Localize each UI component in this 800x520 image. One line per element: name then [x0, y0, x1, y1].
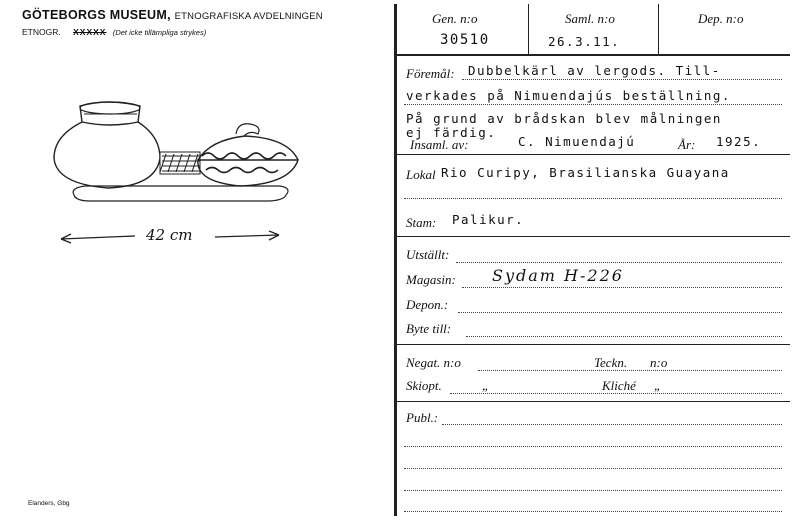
- divider-skiopt: [397, 401, 790, 402]
- card-left-border: [394, 4, 397, 516]
- publ-label: Publ.:: [406, 410, 439, 425]
- skiopt-label: Skiopt.: [406, 378, 442, 393]
- ar-value: 1925.: [716, 134, 762, 149]
- double-vessel-sketch: [40, 100, 320, 215]
- foremal-dots-1: [462, 79, 782, 80]
- gen-label: Gen. n:o: [432, 11, 478, 26]
- teckn-label: Teckn.: [594, 355, 628, 370]
- header-col-divider-2: [658, 4, 659, 54]
- header-col-divider-1: [528, 4, 529, 54]
- museum-name: GÖTEBORGS MUSEUM,: [22, 8, 171, 22]
- divider-stam: [397, 236, 790, 237]
- insaml-value: C. Nimuendajú: [518, 134, 636, 149]
- depon-dots: [458, 312, 782, 313]
- strike-note: (Det icke tillämpliga strykes): [112, 28, 207, 37]
- dep-label: Dep. n:o: [698, 11, 744, 26]
- divider-foremal: [397, 154, 790, 155]
- etnogr-label: ETNOGR.: [22, 27, 61, 37]
- utstallt-label: Utställt:: [406, 247, 450, 262]
- foremal-label: Föremål:: [406, 66, 455, 81]
- teckn-value: n:o: [650, 355, 668, 370]
- department-name: ETNOGRAFISKA AVDELNINGEN: [174, 11, 323, 22]
- saml-label: Saml. n:o: [565, 11, 615, 26]
- publ-dots-4: [404, 490, 782, 491]
- header-divider: [394, 54, 790, 56]
- publ-dots-1: [442, 424, 782, 425]
- skiopt-dots: [450, 393, 782, 394]
- dimension-label: 42 cm: [146, 226, 193, 244]
- utstallt-dots: [456, 262, 782, 263]
- lokal-dots: [404, 198, 782, 199]
- foremal-line1: Dubbelkärl av lergods. Till-: [468, 63, 721, 78]
- depon-label: Depon.:: [406, 297, 449, 312]
- struck-text: XXXXX: [73, 27, 107, 37]
- museum-header: [22, 8, 323, 22]
- negat-dots: [478, 370, 782, 371]
- ar-label: År:: [678, 137, 696, 152]
- byte-label: Byte till:: [406, 321, 452, 336]
- saml-value: 26.3.11.: [548, 34, 621, 49]
- byte-dots: [466, 336, 782, 337]
- magasin-dots: [462, 287, 782, 288]
- cliche-label: Kliché: [602, 378, 636, 393]
- foremal-dots-2: [404, 104, 782, 105]
- lokal-label: Lokal: [406, 167, 436, 182]
- foremal-line2: verkades på Nimuendajús beställning.: [406, 88, 731, 103]
- foremal-line3: På grund av brådskan blev målningen: [406, 111, 722, 126]
- gen-value: 30510: [440, 32, 490, 48]
- insaml-label: Insaml. av:: [410, 137, 469, 152]
- skiopt-ditto: „: [482, 378, 490, 393]
- cliche-ditto: „: [654, 378, 662, 393]
- etnogr-line: [22, 27, 206, 37]
- magasin-value: Sydam H-226: [492, 266, 624, 285]
- foremal-line4: ej färdig.: [406, 125, 497, 140]
- negat-label: Negat. n:o: [406, 355, 461, 370]
- printer-mark: Elanders, Gbg: [28, 500, 70, 507]
- publ-dots-5: [404, 511, 782, 512]
- stam-label: Stam:: [406, 215, 437, 230]
- lokal-value: Rio Curipy, Brasilianska Guayana: [441, 165, 730, 180]
- divider-byte: [397, 344, 790, 345]
- publ-dots-3: [404, 468, 782, 469]
- publ-dots-2: [404, 446, 782, 447]
- magasin-label: Magasin:: [406, 272, 456, 287]
- stam-value: Palikur.: [452, 212, 525, 227]
